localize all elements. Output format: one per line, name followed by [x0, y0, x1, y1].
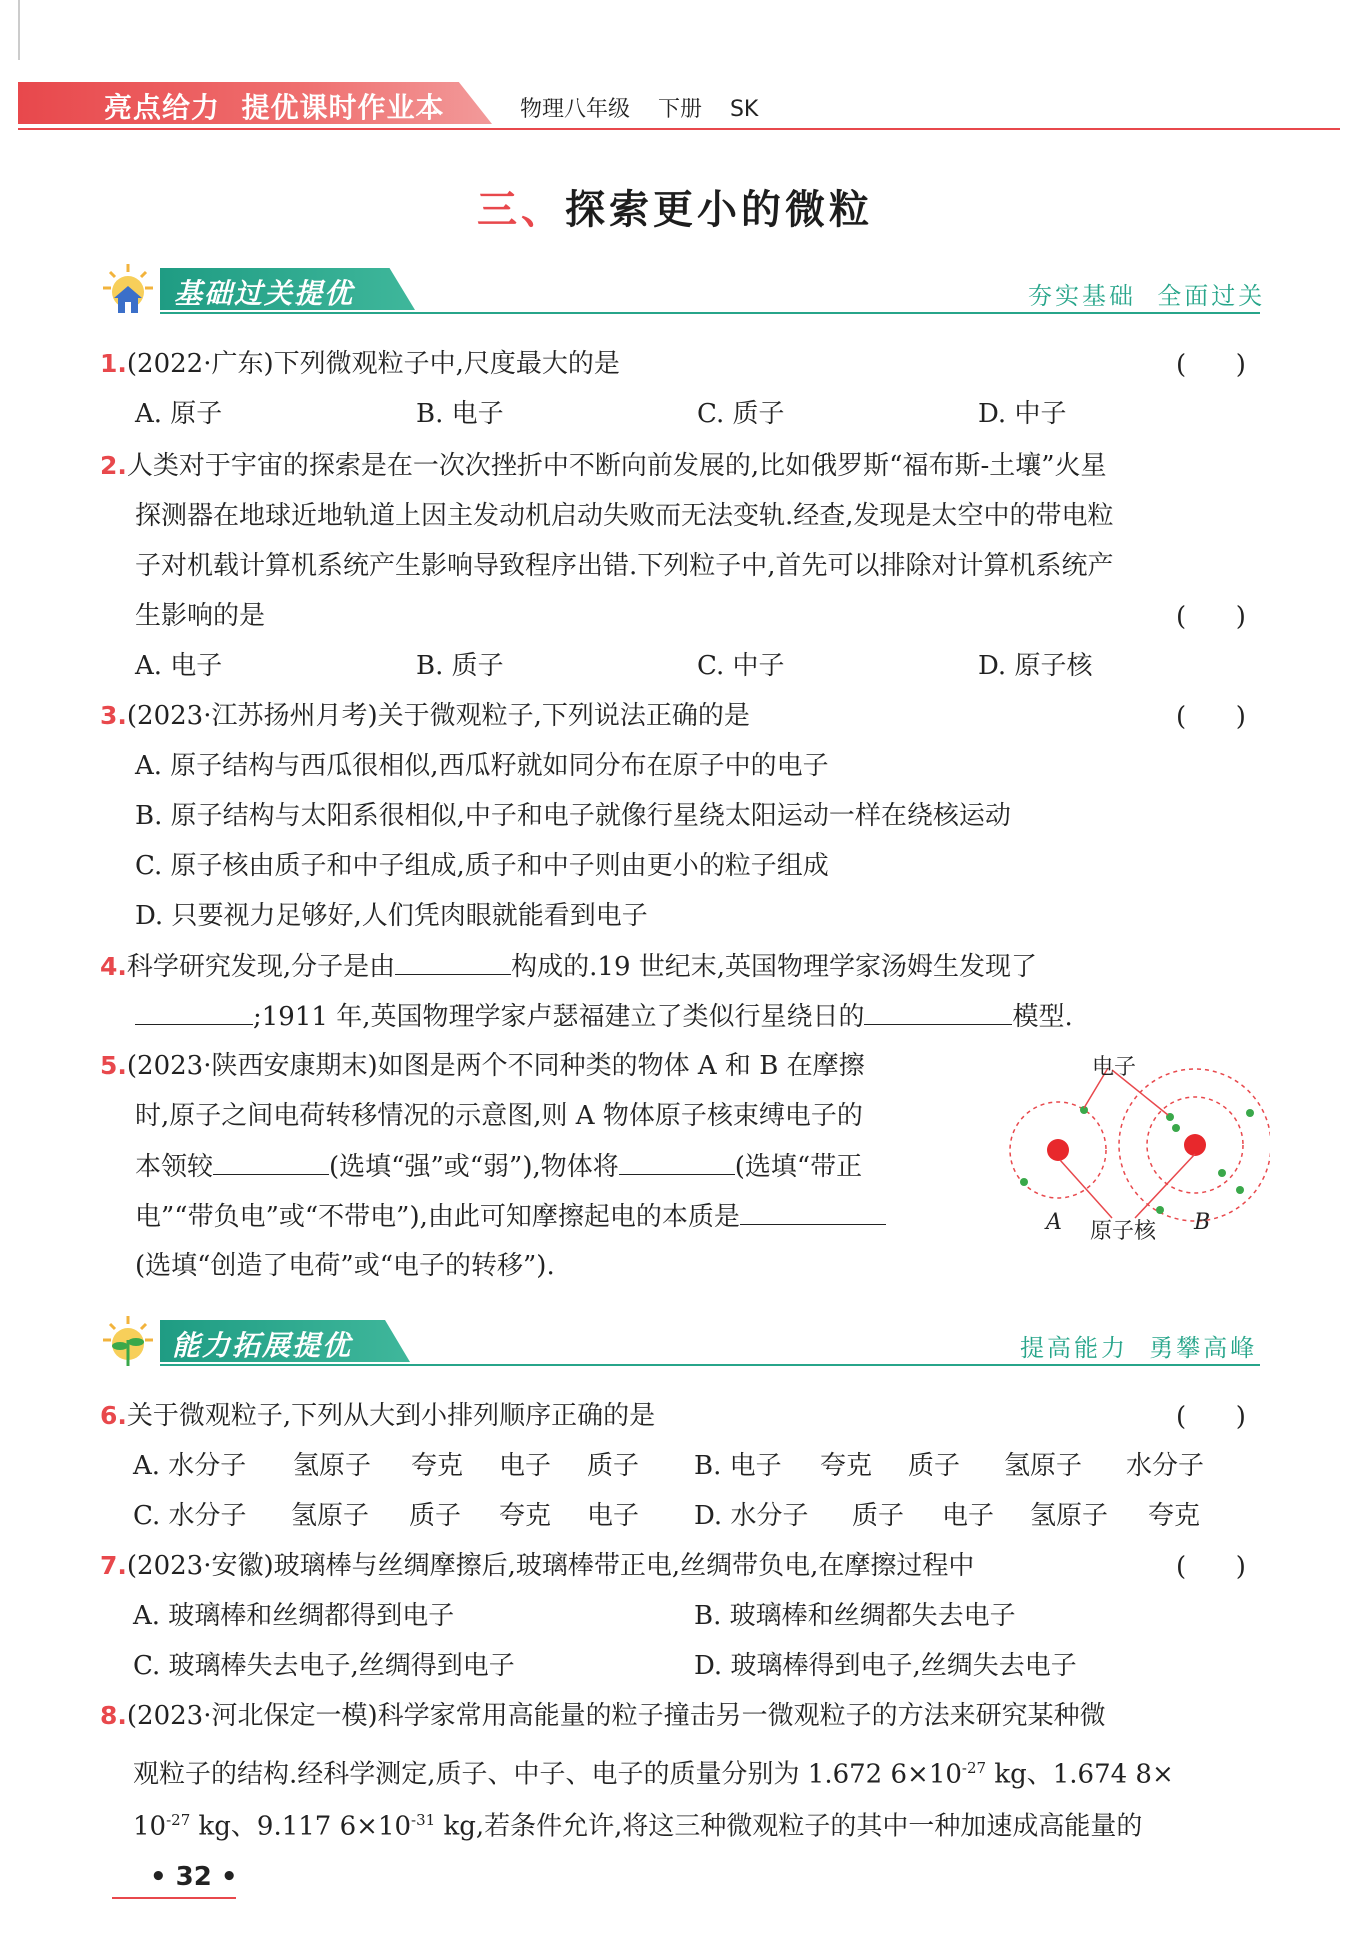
- question-text: 科学研究发现,分子是由: [126, 952, 396, 982]
- option-c: C. 中子: [697, 651, 785, 681]
- question-text: (选填“强”或“弱”),物体将: [329, 1152, 619, 1182]
- question-number: 5.: [100, 1051, 127, 1080]
- atom-figure: [1000, 1050, 1270, 1245]
- option-c: C. 原子核由质子和中子组成,质子和中子则由更小的粒子组成: [135, 851, 829, 881]
- page-title: [0, 178, 1350, 235]
- question-number: 7.: [100, 1551, 127, 1580]
- label-nucleus: 原子核: [1090, 1219, 1157, 1244]
- fill-blank[interactable]: [395, 948, 511, 975]
- section2-rule: [160, 1364, 1260, 1366]
- section1-rule: [160, 312, 1260, 314]
- option-a: A. 原子: [135, 399, 223, 429]
- section2-label: 能力拓展提优: [172, 1329, 353, 1362]
- question-2-line-3: 子对机载计算机系统产生影响导致程序出错.下列粒子中,首先可以排除对计算机系统产: [135, 551, 1114, 581]
- question-5-line-3: [135, 1148, 862, 1185]
- question-6-stem: [100, 1398, 655, 1434]
- question-text: (2023·安徽)玻璃棒与丝绸摩擦后,玻璃棒带正电,丝绸带负电,在摩擦过程中: [126, 1551, 975, 1581]
- option-b: B. 原子结构与太阳系很相似,中子和电子就像行星绕太阳运动一样在绕核运动: [135, 801, 1011, 831]
- option-c: C. 水分子 氢原子 质子 夸克 电子: [133, 1501, 640, 1531]
- answer-paren: ( ): [1176, 1402, 1246, 1432]
- option-c: C. 玻璃棒失去电子,丝绸得到电子: [133, 1651, 515, 1681]
- option-b: B. 电子: [416, 399, 504, 429]
- label-electron: 电子: [1092, 1055, 1137, 1080]
- section1-label: 基础过关提优: [174, 277, 355, 310]
- question-4-line-1: [100, 948, 1037, 985]
- question-text: (2023·江苏扬州月考)关于微观粒子,下列说法正确的是: [126, 701, 750, 731]
- option-d: D. 只要视力足够好,人们凭肉眼就能看到电子: [135, 901, 648, 931]
- question-3-stem: [100, 698, 750, 734]
- section1-slogan: 夯实基础 全面过关: [1028, 282, 1266, 310]
- question-8-line-1: [100, 1698, 1106, 1734]
- fill-blank[interactable]: [740, 1198, 886, 1225]
- title-number: 三、: [477, 186, 565, 233]
- question-5-line-5: (选填“创造了电荷”或“电子的转移”).: [135, 1251, 555, 1281]
- option-b: B. 质子: [416, 651, 504, 681]
- question-text: 电”“带负电”或“不带电”),由此可知摩擦起电的本质是: [135, 1202, 740, 1232]
- option-b: B. 电子 夸克 质子 氢原子 水分子: [694, 1451, 1205, 1481]
- label-a: A: [1046, 1210, 1062, 1235]
- question-text: 关于微观粒子,下列从大到小排列顺序正确的是: [126, 1401, 656, 1431]
- question-number: 1.: [100, 349, 127, 378]
- option-a: A. 水分子 氢原子 夸克 电子 质子: [133, 1451, 640, 1481]
- section2-slogan: 提高能力 勇攀高峰: [1020, 1334, 1258, 1362]
- option-c: C. 质子: [697, 399, 785, 429]
- question-text: 构成的.19 世纪末,英国物理学家汤姆生发现了: [511, 952, 1038, 982]
- option-a: A. 原子结构与西瓜很相似,西瓜籽就如同分布在原子中的电子: [135, 751, 829, 781]
- question-text: 模型.: [1012, 1002, 1073, 1032]
- question-8-line-2: 观粒子的结构.经科学测定,质子、中子、电子的质量分别为 1.672 $6\times 10^{-27}$ kg、1.674 8×: [133, 1759, 1174, 1790]
- title-text: 探索更小的微粒: [565, 186, 873, 233]
- header-brand: 亮点给力 提优课时作业本: [104, 91, 445, 124]
- page-number: • 32 •: [150, 1862, 238, 1892]
- header-book-info: 物理八年级 下册 SK: [520, 97, 759, 122]
- answer-paren: ( ): [1176, 702, 1246, 732]
- question-2-line-2: 探测器在地球近地轨道上因主发动机启动失败而无法变轨.经查,发现是太空中的带电粒: [135, 501, 1114, 531]
- option-d: D. 原子核: [978, 651, 1093, 681]
- question-4-line-2: [135, 998, 1073, 1035]
- question-2-line-1: [100, 448, 1107, 484]
- sun-house-icon: [100, 262, 156, 318]
- option-d: D. 水分子 质子 电子 氢原子 夸克: [694, 1501, 1201, 1531]
- option-b: B. 玻璃棒和丝绸都失去电子: [694, 1601, 1016, 1631]
- question-7-stem: [100, 1548, 974, 1584]
- fill-blank[interactable]: [864, 998, 1012, 1025]
- question-1-stem: [100, 346, 620, 382]
- question-number: 2.: [100, 451, 127, 480]
- question-5-line-2: 时,原子之间电荷转移情况的示意图,则 A 物体原子核束缚电子的: [135, 1101, 863, 1131]
- question-5-line-4: [135, 1198, 886, 1235]
- question-text: (2022·广东)下列微观粒子中,尺度最大的是: [126, 349, 620, 379]
- section1-icon: [100, 262, 156, 322]
- question-5-line-1: [100, 1048, 865, 1084]
- sun-sprout-icon: [100, 1314, 156, 1370]
- option-d: D. 中子: [978, 399, 1067, 429]
- question-text: (2023·河北保定一模)科学家常用高能量的粒子撞击另一微观粒子的方法来研究某种微: [126, 1701, 1106, 1731]
- question-number: 8.: [100, 1701, 127, 1730]
- option-a: A. 电子: [135, 651, 223, 681]
- page-number-rule: [112, 1897, 236, 1899]
- option-d: D. 玻璃棒得到电子,丝绸失去电子: [694, 1651, 1077, 1681]
- question-2-line-4: 生影响的是: [135, 601, 266, 631]
- question-number: 3.: [100, 701, 127, 730]
- question-number: 4.: [100, 952, 127, 981]
- answer-paren: ( ): [1176, 1552, 1246, 1582]
- option-a: A. 玻璃棒和丝绸都得到电子: [133, 1601, 455, 1631]
- section2-icon: [100, 1314, 156, 1374]
- question-text: 本领较: [135, 1152, 214, 1182]
- answer-paren: ( ): [1176, 602, 1246, 632]
- answer-paren: ( ): [1176, 350, 1246, 380]
- question-text: (2023·陕西安康期末)如图是两个不同种类的物体 A 和 B 在摩擦: [126, 1051, 865, 1081]
- label-b: B: [1194, 1210, 1211, 1235]
- question-8-line-3: $10^{-27}$ kg、9.117 $6\times 10^{-31}$ kg,若条件允许,将这三种微观粒子的其中一种加速成高能量的: [133, 1811, 1143, 1842]
- fill-blank[interactable]: [619, 1148, 735, 1175]
- question-text: 人类对于宇宙的探索是在一次次挫折中不断向前发展的,比如俄罗斯“福布斯-土壤”火星: [126, 451, 1107, 481]
- page-edge-mark: [18, 0, 20, 60]
- question-text: ;1911 年,英国物理学家卢瑟福建立了类似行星绕日的: [253, 1002, 865, 1032]
- fill-blank[interactable]: [135, 998, 253, 1025]
- question-number: 6.: [100, 1401, 127, 1430]
- question-text: (选填“带正: [734, 1152, 863, 1182]
- header-rule: [18, 128, 1340, 130]
- fill-blank[interactable]: [213, 1148, 329, 1175]
